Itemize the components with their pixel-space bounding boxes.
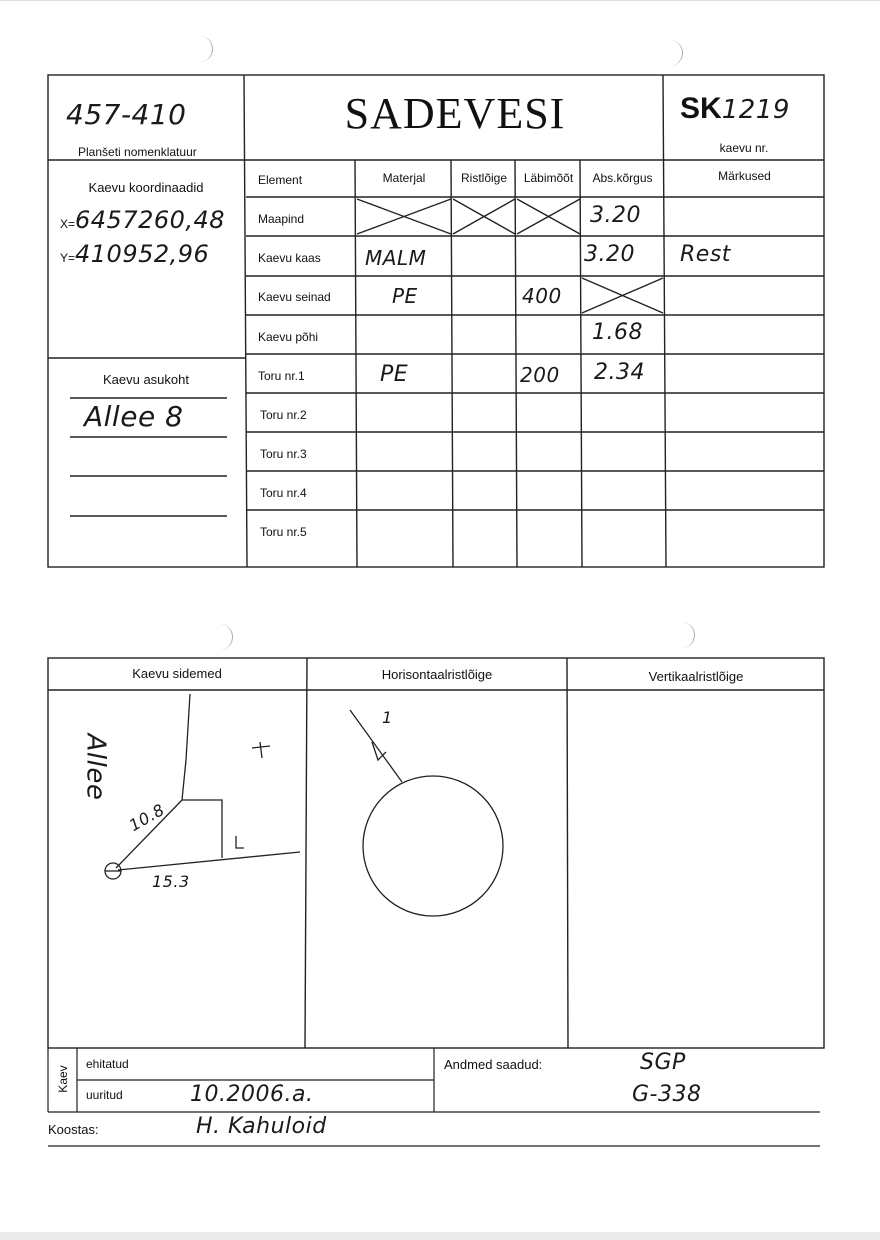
header-labimoot: Läbimõõt	[523, 171, 574, 185]
coordinate-x-prefix: X=	[60, 217, 76, 231]
header-element: Element	[258, 173, 303, 187]
row-element: Kaevu põhi	[258, 330, 319, 344]
kaevu-nr-label: kaevu nr.	[719, 141, 769, 155]
cell-abs: 3.20	[590, 203, 641, 228]
footer-uuritud-value: 10.2006.a.	[190, 1082, 314, 1107]
header-markused: Märkused	[718, 169, 771, 183]
sketch-pipe-number: 1	[382, 708, 393, 727]
header-kaevu-sidemed: Kaevu sidemed	[132, 666, 222, 681]
cell-markused: Rest	[680, 242, 731, 267]
footer-side-label: Kaev	[56, 1065, 70, 1093]
cell-labimoot: 400	[522, 284, 562, 308]
cell-abs: 1.68	[592, 320, 643, 345]
footer-koostas-label: Koostas:	[48, 1122, 99, 1137]
page-title: SADEVESI	[344, 89, 566, 138]
sketch-dimension-1: 10.8	[125, 799, 168, 836]
coordinate-x	[60, 206, 225, 234]
sketch-dimension-2: 15.3	[152, 872, 190, 891]
row-element: Kaevu kaas	[258, 251, 321, 265]
cell-materjal: MALM	[365, 246, 427, 270]
header-horisontaalristloige: Horisontaalristlõige	[381, 667, 493, 682]
horizontal-section-sketch	[350, 710, 503, 916]
header-ristloige: Ristlõige	[460, 171, 508, 185]
cell-materjal: PE	[380, 362, 409, 387]
planset-label: Planšeti nomenklatuur	[78, 145, 197, 159]
ties-sketch	[105, 694, 300, 879]
coordinates-label: Kaevu koordinaadid	[88, 180, 204, 195]
header-vertikaalristloige: Vertikaalristlõige	[648, 669, 744, 684]
footer-uuritud-label: uuritud	[86, 1088, 123, 1102]
row-element: Toru nr.3	[260, 447, 307, 461]
row-element: Maapind	[258, 212, 305, 226]
cell-abs: 2.34	[594, 360, 645, 385]
row-element: Kaevu seinad	[258, 290, 331, 304]
row-element: Toru nr.2	[260, 408, 307, 422]
row-element: Toru nr.1	[258, 369, 305, 383]
coordinate-y	[60, 240, 209, 268]
location-value: Allee 8	[84, 400, 184, 433]
kaevu-nr-value	[680, 92, 790, 126]
location-label: Kaevu asukoht	[102, 372, 189, 387]
coordinate-y-prefix: Y=	[60, 251, 76, 265]
footer-koostas-value: H. Kahuloid	[196, 1114, 327, 1139]
footer-andmed-value-1: SGP	[640, 1050, 686, 1075]
cell-labimoot: 200	[520, 363, 560, 387]
coordinate-x-value: 6457260,48	[75, 206, 226, 234]
sketch-street-label: Allee	[80, 733, 111, 801]
footer-ehitatud-label: ehitatud	[86, 1057, 129, 1071]
footer-andmed-label: Andmed saadud:	[444, 1057, 543, 1072]
cell-materjal: PE	[392, 284, 418, 308]
header-abs-korgus: Abs.kõrgus	[592, 171, 653, 185]
kaevu-nr-prefix: SK	[680, 92, 722, 125]
planset-value: 457-410	[66, 98, 187, 131]
row-element: Toru nr.5	[260, 525, 307, 539]
kaevu-nr-hand: 1219	[721, 95, 790, 125]
coordinate-y-value: 410952,96	[75, 240, 210, 268]
header-materjal: Materjal	[382, 171, 426, 185]
footer-andmed-value-2: G-338	[632, 1082, 702, 1107]
cell-abs: 3.20	[584, 242, 635, 267]
row-element: Toru nr.4	[260, 486, 307, 500]
